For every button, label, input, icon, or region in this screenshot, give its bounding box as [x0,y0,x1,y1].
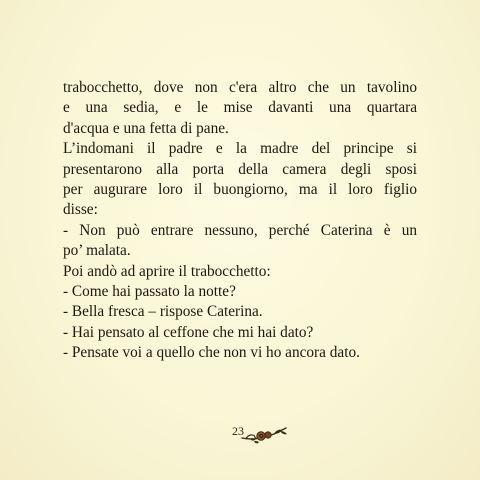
page-footer [0,418,480,448]
text-line: per augurare loro il buongiorno, ma il loro figlio [63,181,417,199]
page-body [63,78,417,364]
text-line: - Bella fresca – rispose Caterina. [63,303,263,321]
text-line: Poi andò ad aprire il trabocchetto: [63,262,271,280]
text-line: po’ malata. [63,242,131,260]
page-number: 23 [232,424,244,438]
text-line: e una sedia, e le mise davanti una quartara [63,99,417,117]
text-line: L’indomani il padre e la madre del principe si [63,140,417,158]
text-line: - Pensate voi a quello che non vi ho ancora dato. [63,344,360,362]
text-line: - Come hai passato la notte? [63,283,236,301]
text-line: trabocchetto, dove non c'era altro che un tavolino [63,79,417,96]
text-line: disse: [63,201,98,219]
text-line: d'acqua e una fetta di pane. [63,119,229,137]
text-line: - Hai pensato al ceffone che mi hai dato? [63,323,314,341]
text-line: - Non può entrare nessuno, perché Caterina è un [63,221,417,239]
text-line: presentarono alla porta della camera degli sposi [63,160,417,178]
